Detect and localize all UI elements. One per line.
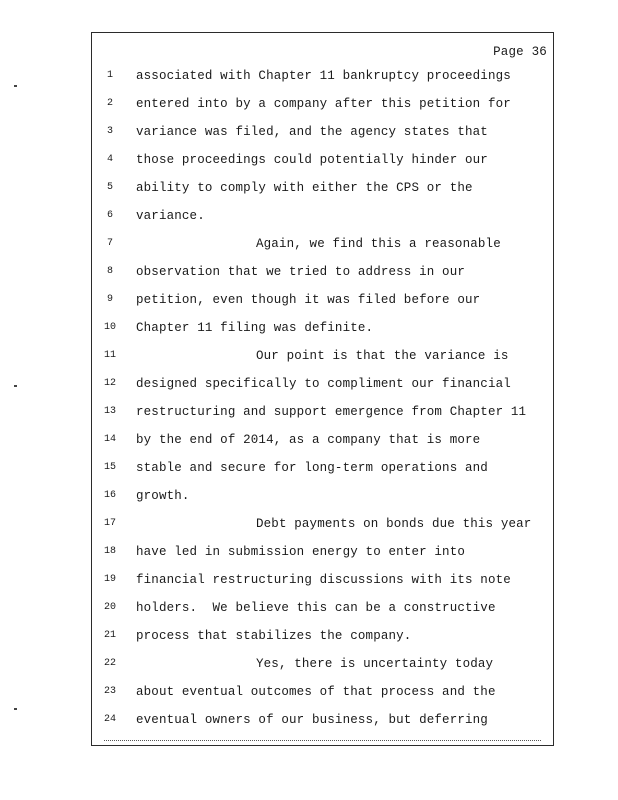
line-text: restructuring and support emergence from Chapter 11	[136, 405, 527, 419]
line-text: petition, even though it was filed before our	[136, 293, 481, 307]
line-text: Debt payments on bonds due this year	[256, 517, 532, 531]
line-text: entered into by a company after this petition for	[136, 97, 511, 111]
transcript-line	[92, 181, 553, 201]
transcript-line	[92, 125, 553, 145]
line-number: 17	[103, 518, 116, 529]
line-number: 14	[103, 434, 116, 445]
line-text: about eventual outcomes of that process and the	[136, 685, 496, 699]
line-number: 7	[106, 238, 113, 249]
transcript-line	[92, 573, 553, 593]
footer-rule	[104, 740, 541, 742]
transcript-line	[92, 265, 553, 285]
transcript-line	[92, 405, 553, 425]
line-text: variance.	[136, 209, 205, 223]
transcript-page	[91, 32, 554, 746]
transcript-line	[92, 601, 553, 621]
transcript-line	[92, 321, 553, 341]
line-number: 6	[106, 210, 113, 221]
line-text: variance was filed, and the agency states that	[136, 125, 488, 139]
transcript-line	[92, 517, 553, 537]
line-number: 9	[106, 294, 113, 305]
line-number: 18	[103, 546, 116, 557]
line-number: 21	[103, 630, 116, 641]
line-number: 4	[106, 154, 113, 165]
line-text: ability to comply with either the CPS or the	[136, 181, 473, 195]
line-number: 8	[106, 266, 113, 277]
line-number: 10	[103, 322, 116, 333]
transcript-line	[92, 461, 553, 481]
transcript-line	[92, 153, 553, 173]
margin-mark	[14, 385, 17, 387]
line-number: 23	[103, 686, 116, 697]
transcript-line	[92, 349, 553, 369]
line-number: 22	[103, 658, 116, 669]
transcript-line	[92, 713, 553, 733]
line-text: eventual owners of our business, but deferring	[136, 713, 488, 727]
line-text: financial restructuring discussions with its note	[136, 573, 511, 587]
line-text: by the end of 2014, as a company that is more	[136, 433, 481, 447]
line-text: Our point is that the variance is	[256, 349, 509, 363]
transcript-line	[92, 209, 553, 229]
line-number: 16	[103, 490, 116, 501]
line-number: 13	[103, 406, 116, 417]
line-text: associated with Chapter 11 bankruptcy proceedings	[136, 69, 511, 83]
line-text: holders. We believe this can be a constructive	[136, 601, 496, 615]
line-number: 1	[106, 70, 113, 81]
transcript-line	[92, 433, 553, 453]
line-number: 5	[106, 182, 113, 193]
line-number: 19	[103, 574, 116, 585]
line-text: have led in submission energy to enter into	[136, 545, 466, 559]
line-number: 2	[106, 98, 113, 109]
line-text: those proceedings could potentially hinder our	[136, 153, 488, 167]
line-text: Yes, there is uncertainty today	[256, 657, 494, 671]
line-number: 3	[106, 126, 113, 137]
transcript-line	[92, 69, 553, 89]
transcript-line	[92, 237, 553, 257]
line-text: observation that we tried to address in our	[136, 265, 466, 279]
transcript-line	[92, 657, 553, 677]
line-text: process that stabilizes the company.	[136, 629, 412, 643]
line-number: 24	[103, 714, 116, 725]
margin-mark	[14, 85, 17, 87]
margin-mark	[14, 708, 17, 710]
line-number: 20	[103, 602, 116, 613]
line-number: 15	[103, 462, 116, 473]
line-text: stable and secure for long-term operations and	[136, 461, 488, 475]
line-text: growth.	[136, 489, 190, 503]
line-number: 12	[103, 378, 116, 389]
transcript-line	[92, 97, 553, 117]
transcript-line	[92, 293, 553, 313]
transcript-line	[92, 685, 553, 705]
line-text: Again, we find this a reasonable	[256, 237, 501, 251]
transcript-line	[92, 545, 553, 565]
page-number: Page 36	[493, 45, 547, 59]
line-number: 11	[103, 350, 116, 361]
line-text: Chapter 11 filing was definite.	[136, 321, 374, 335]
line-text: designed specifically to compliment our financial	[136, 377, 511, 391]
transcript-line	[92, 377, 553, 397]
transcript-line	[92, 489, 553, 509]
transcript-line	[92, 629, 553, 649]
